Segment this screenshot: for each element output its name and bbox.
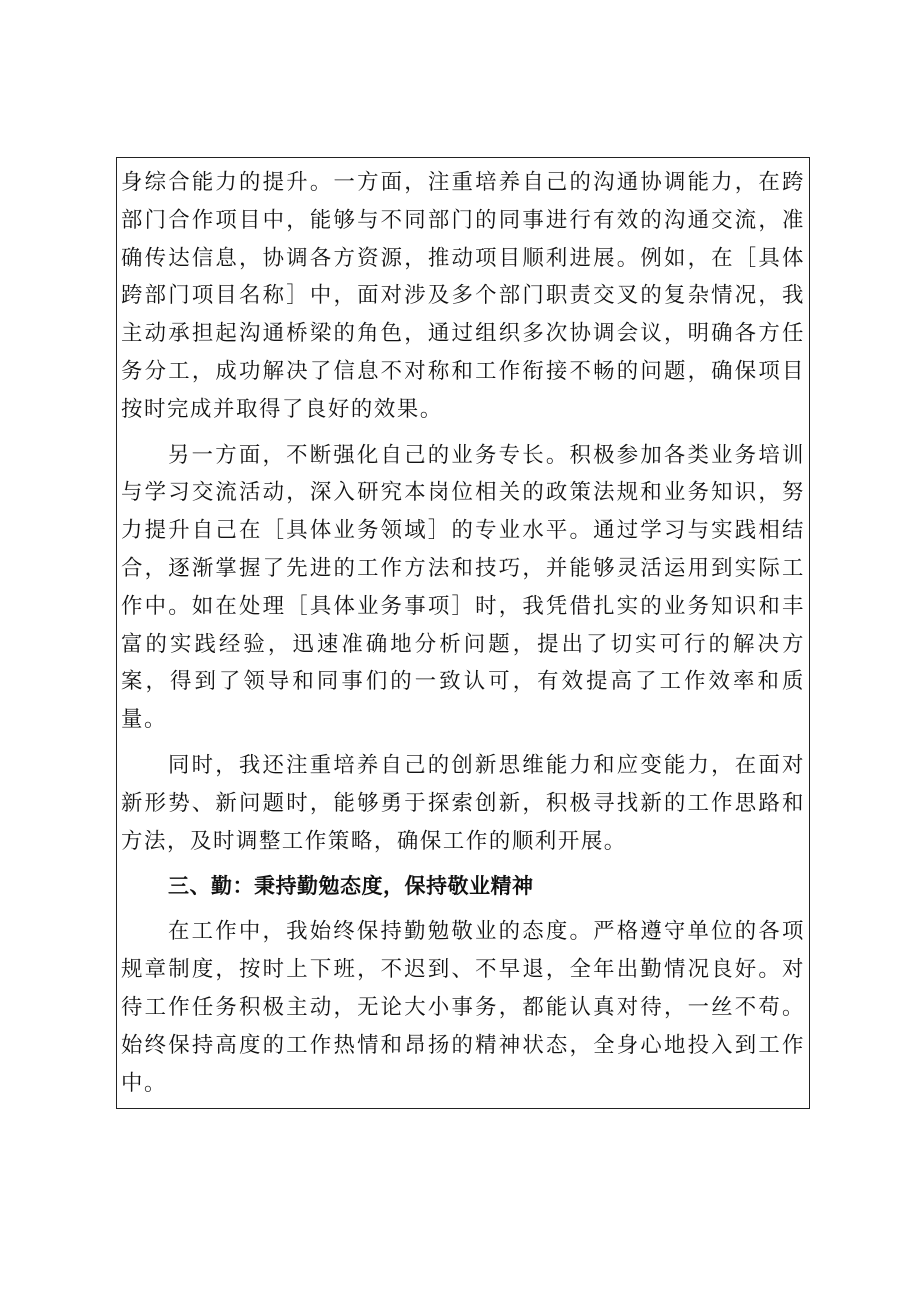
document-body — [121, 164, 805, 1102]
paragraph-diligence: 在工作中，我始终保持勤勉敬业的态度。严格遵守单位的各项规章制度，按时上下班，不迟到、不早退，全年出勤情况良好。对待工作任务积极主动，无论大小事务，都能认真对待，一丝不苟。始终保持高度的工作热情和昂扬的精神状态，全身心地投入到工作中。 — [121, 919, 805, 1096]
paragraph-business-expertise: 另一方面，不断强化自己的业务专长。积极参加各类业务培训与学习交流活动，深入研究本岗位相关的政策法规和业务知识，努力提升自己在［具体业务领域］的专业水平。通过学习与实践相结合，逐渐掌握了先进的工作方法和技巧，并能够灵活运用到实际工作中。如在处理［具体业务事项］时，我凭借扎实的业务知识和丰富的实践经验，迅速准确地分析问题，提出了切实可行的解决方案，得到了领导和同事们的一致认可，有效提高了工作效率和质量。 — [121, 442, 805, 733]
section-heading: 三、勤：秉持勤勉态度，保持敬业精神 — [168, 874, 534, 899]
text-box-border — [116, 157, 810, 1109]
paragraph-innovation: 同时，我还注重培养自己的创新思维能力和应变能力，在面对新形势、新问题时，能够勇于探索创新，积极寻找新的工作思路和方法，及时调整工作策略，确保工作的顺利开展。 — [121, 752, 805, 854]
paragraph-continuation: 身综合能力的提升。一方面，注重培养自己的沟通协调能力，在跨部门合作项目中，能够与不同部门的同事进行有效的沟通交流，准确传达信息，协调各方资源，推动项目顺利进展。例如，在［具体跨部门项目名称］中，面对涉及多个部门职责交叉的复杂情况，我主动承担起沟通桥梁的角色，通过组织多次协调会议，明确各方任务分工，成功解决了信息不对称和工作衔接不畅的问题，确保项目按时完成并取得了良好的效果。 — [121, 170, 805, 422]
